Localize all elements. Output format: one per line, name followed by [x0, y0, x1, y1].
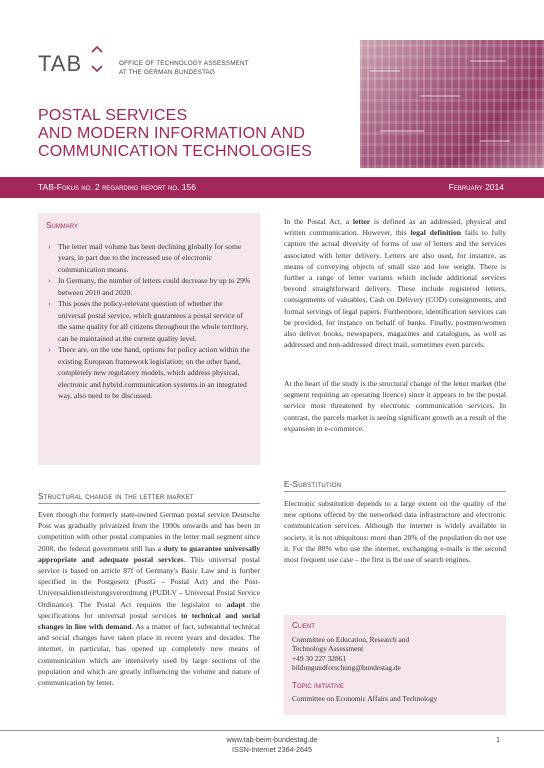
- structural-change-paragraph: [38, 509, 260, 688]
- topic-initiative-value: Committee on Economic Affairs and Technology: [292, 694, 438, 703]
- study-focus-paragraph: At the heart of the study is the structural change of the letter market (the segment requiring an operating licence) since it appears to be the postal service most threatened by electronic communication services. In contrast, the parcels market is seeing significant growth as a result of the expansion in e-commerce.: [284, 379, 506, 433]
- text-span: In the Postal Act, a: [284, 217, 350, 226]
- topic-initiative-heading: Topic initiative: [292, 680, 344, 690]
- title-band: [0, 177, 544, 198]
- e-substitution-paragraph: Electronic substitution depends to a large extent on the quality of the new options offered by the networked data infrastructure and electronic communication services. Although the internet is widely available in society, it is not ubiquitous: more than 20% of the population do not use it. For the 80% who use the internet, exchanging e-mails is the second most frequent use case – the first is the use of search engines.: [284, 499, 506, 565]
- tab-logo: TAB: [38, 51, 83, 76]
- footer-url[interactable]: www.tab-beim-bundestag.de: [226, 735, 318, 744]
- summary-item: › In Germany, the number of letters could decrease by up to 29% between 2010 and 2020.: [46, 275, 252, 298]
- bold-text: adapt: [226, 599, 246, 609]
- client-line: Committee on Education, Research and: [292, 634, 410, 644]
- org-line-2: AT THE GERMAN BUNDESTAG: [119, 68, 216, 76]
- footer-issn: ISSN-Internet 2364-2645: [232, 744, 312, 754]
- summary-item: › The letter mail volume has been declining globally for some years, in part due to the increased use of electronic communication means.: [46, 241, 252, 276]
- summary-list: [46, 241, 252, 402]
- bold-text: legal definition: [410, 228, 461, 238]
- org-line-1: OFFICE OF TECHNOLOGY ASSESSMENT: [119, 60, 249, 67]
- client-email[interactable]: bildungundforschung@bundestag.de: [292, 663, 401, 672]
- client-line: Technology Assessment: [292, 644, 364, 653]
- summary-box: [38, 213, 260, 465]
- client-heading: Client: [292, 621, 315, 630]
- top-bar: [0, 0, 544, 40]
- logo-chevrons-icon: [90, 44, 104, 74]
- summary-item: › There are, on the one hand, options for policy action within the existing European framework legislation; on the other hand, completely new regulatory models, which address physical, electronic and hybrid communication systems in an integrated way, also need to be discussed.: [46, 344, 252, 402]
- summary-item: › This poses the policy-relevant question of whether the universal postal service, which guarantees a postal service of the same quality for all citizens throughout the whole territory, can be maintained at the current quality level.: [46, 298, 252, 344]
- report-reference: TAB-Fokus no. 2 regarding report no. 156: [38, 182, 196, 192]
- section-heading-structural-change: Structural change in the letter market: [38, 492, 260, 504]
- page-number: 1: [496, 735, 500, 744]
- text-span: Even though the formerly state-owned German postal service Deutsche Post was gradually privatized from the 1990s onwards and has been in competition with other postal companies in the letter mail segment since 2008, the federal government still has a: [38, 510, 260, 553]
- header-photo: [360, 40, 544, 168]
- letter-definition-paragraph: [284, 216, 506, 350]
- bold-text: letter: [352, 217, 371, 226]
- footer: [0, 730, 544, 754]
- document-title: [38, 107, 368, 161]
- text-span: fails to fully capture the actual diversity of forms of use of letters and the services associated with letter delivery. Letters are also used, for instance, as means of conveying objects of small size and low weight. There is further a range of letter variants which include additional services beyond straightforward delivery. These include registered letters, consignments of valuables, Cash on Delivery (COD) consignments, and formal servings of legal papers. Furthermore, identification services can be provided, for instance on behalf of banks. Finally, postmen/women also deliver books, newspapers, magazines and catalogues, as well as addressed and non-addressed direct mail, sometimes even parcels.: [284, 228, 506, 350]
- title-line-2: AND MODERN INFORMATION AND: [38, 125, 306, 142]
- bold-text: duty to guarantee universally appropriate and adequate postal services: [38, 543, 260, 564]
- text-span: is defined as an addressed, physical and written communication. However, this: [284, 217, 506, 238]
- organization-name: [119, 60, 249, 77]
- client-box: [284, 615, 506, 715]
- summary-heading: Summary: [46, 221, 79, 230]
- publication-date: February 2014: [448, 182, 504, 192]
- text-span: . As a matter of fact, substantial technical and social changes have taken place in recent years and decades. The internet, in particular, has opened up completely new means of communication which are intensively used by large sections of the population and which are greatly influencing the volume and nature of communication by letter.: [38, 622, 260, 688]
- client-phone: +49 30 227 32861: [292, 653, 347, 663]
- title-line-1: POSTAL SERVICES: [38, 107, 188, 124]
- footer-center: [0, 735, 544, 754]
- text-span: . This universal postal service is based on article 87f of Germany's Basic Law and is further specified in the Postgesetz (PostG – Postal Act) and the Post-Universaldienstleistungsverordnung (PUDLV – Universal Postal Service Ordinance). The Postal Act requires the legislator to: [38, 554, 260, 609]
- section-heading-e-substitution: E-Substitution: [284, 480, 506, 492]
- text-span: the specifications for universal postal services: [38, 599, 260, 620]
- bold-text: to technical and social changes in line with demand: [38, 610, 260, 632]
- title-line-3: COMMUNICATION TECHNOLOGIES: [38, 143, 312, 160]
